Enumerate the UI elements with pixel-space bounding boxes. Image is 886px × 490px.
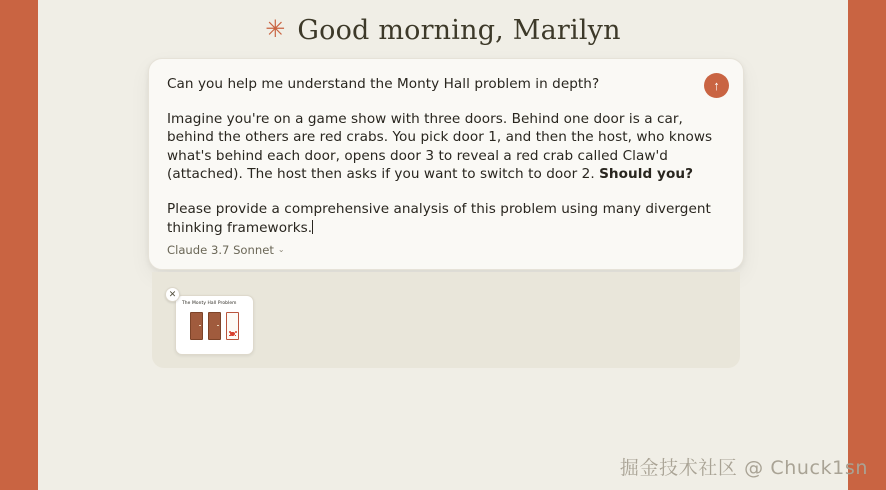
- attachment-illustration: [190, 312, 239, 340]
- model-name-label: Claude 3.7 Sonnet: [167, 243, 274, 258]
- door-3-open: [226, 312, 239, 340]
- chevron-down-icon: ⌄: [277, 245, 285, 255]
- model-selector[interactable]: [167, 241, 725, 261]
- composer-paragraph-3-text: Please provide a comprehensive analysis of this problem using many divergent thinking frameworks.: [167, 200, 711, 236]
- attachment-thumbnail[interactable]: [175, 295, 254, 355]
- attachment-title: The Monty Hall Problem: [182, 301, 237, 306]
- send-button[interactable]: [704, 73, 729, 98]
- page-title: Good morning, Marilyn: [297, 14, 621, 46]
- arrow-up-icon: ↑: [713, 78, 720, 93]
- greeting-header: [38, 8, 848, 52]
- composer-paragraph-2-text: Imagine you're on a game show with three doors. Behind one door is a car, behind the others are red crabs. You pick door 1, and then the host, who knows what's behind each door, opens door 3 to reveal a red crab called Claw'd (attached). The host then asks if you want to switch to door 2.: [167, 110, 713, 183]
- close-icon: ✕: [168, 289, 177, 299]
- text-caret: [312, 220, 313, 234]
- sparkle-icon: ✳: [265, 16, 286, 43]
- composer-paragraph-2: [167, 110, 725, 184]
- composer-paragraph-3: [167, 200, 725, 237]
- door-1: [190, 312, 203, 340]
- attachment-remove-button[interactable]: [165, 287, 180, 302]
- composer-paragraph-1: Can you help me understand the Monty Hall problem in depth?: [167, 76, 600, 92]
- door-2: [208, 312, 221, 340]
- crab-icon: [229, 330, 237, 337]
- watermark-label: 掘金技术社区 @ Chuck1sn: [619, 457, 868, 479]
- composer-bold-question: Should you?: [599, 166, 693, 183]
- message-composer[interactable]: [148, 58, 744, 270]
